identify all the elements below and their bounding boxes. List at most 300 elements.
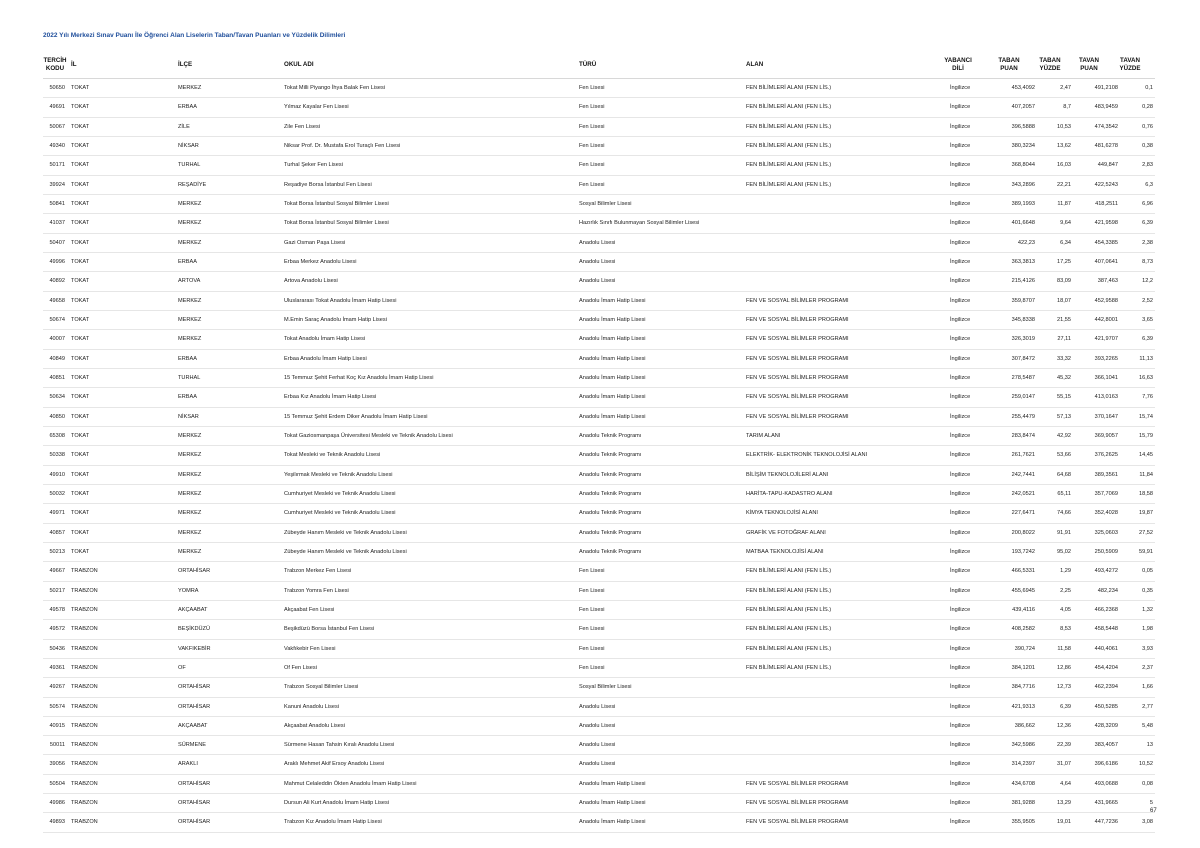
cell-yabanci-dili: İngilizce [950, 394, 971, 401]
cell-yabanci-dili: İngilizce [950, 413, 971, 420]
cell-il: TOKAT [71, 529, 90, 536]
cell-yabanci-dili: İngilizce [950, 355, 971, 362]
cell-ilce: NİKSAR [178, 142, 199, 149]
cell-taban-yuzde: 2,25 [1060, 587, 1071, 594]
cell-tercih-kodu: 50217 [49, 587, 65, 594]
cell-yabanci-dili: İngilizce [950, 239, 971, 246]
cell-tavan-yuzde: 59,91 [1139, 548, 1153, 555]
cell-il: TRABZON [71, 780, 98, 787]
cell-okul-adi: Trabzon Merkez Fen Lisesi [284, 568, 352, 575]
cell-okul-adi: Gazi Osman Paşa Lisesi [284, 239, 346, 246]
header-tavan-yuzde: TAVAN YÜZDE [1119, 57, 1141, 72]
cell-yabanci-dili: İngilizce [950, 181, 971, 188]
cell-taban-yuzde: 2,47 [1060, 85, 1071, 91]
table-row [43, 311, 1155, 330]
table-row [43, 272, 1155, 291]
cell-ilce: AKÇAABAT [178, 606, 208, 613]
cell-ilce: MERKEZ [178, 548, 202, 555]
cell-taban-puan: 342,5986 [1011, 742, 1035, 749]
cell-yabanci-dili: İngilizce [950, 780, 971, 787]
cell-taban-puan: 453,4092 [1011, 85, 1035, 91]
cell-tavan-yuzde: 3,93 [1142, 645, 1153, 652]
cell-tavan-yuzde: 3,65 [1142, 316, 1153, 323]
cell-taban-puan: 363,3813 [1011, 258, 1035, 265]
cell-tercih-kodu: 49971 [49, 510, 65, 517]
header-yabanci-dili: YABANCI DİLİ [944, 57, 972, 72]
cell-taban-puan: 389,1993 [1011, 200, 1035, 207]
cell-okul-adi: Niksar Prof. Dr. Mustafa Erol Turaçlı Fen Lisesi [284, 142, 401, 149]
results-table [43, 52, 1155, 833]
cell-alan: FEN BİLİMLERİ ALANI (FEN LİS.) [746, 162, 832, 169]
cell-yabanci-dili: İngilizce [950, 432, 971, 439]
table-row [43, 601, 1155, 620]
cell-alan: FEN VE SOSYAL BİLİMLER PROGRAMI [746, 780, 849, 787]
cell-taban-yuzde: 6,39 [1060, 703, 1071, 710]
cell-ilce: MERKEZ [178, 432, 202, 439]
header-alan: ALAN [746, 61, 764, 68]
cell-tavan-puan: 413,0163 [1094, 394, 1118, 401]
cell-taban-puan: 343,2896 [1011, 181, 1035, 188]
cell-yabanci-dili: İngilizce [950, 104, 971, 111]
cell-taban-puan: 242,7441 [1011, 471, 1035, 478]
cell-ilce: TURHAL [178, 374, 201, 381]
table-row [43, 813, 1155, 832]
cell-okul-adi: Reşadiye Borsa İstanbul Fen Lisesi [284, 181, 372, 188]
cell-okul-adi: Erbaa Anadolu İmam Hatip Lisesi [284, 355, 367, 362]
cell-tercih-kodu: 49691 [49, 104, 65, 111]
cell-tavan-puan: 369,9057 [1094, 432, 1118, 439]
cell-tavan-puan: 454,4204 [1094, 664, 1118, 671]
cell-taban-puan: 368,8044 [1011, 162, 1035, 169]
table-row [43, 775, 1155, 794]
cell-yabanci-dili: İngilizce [950, 568, 971, 575]
cell-il: TRABZON [71, 664, 98, 671]
cell-alan: BİLİŞİM TEKNOLOJİLERİ ALANI [746, 471, 829, 478]
cell-tavan-puan: 454,3385 [1094, 239, 1118, 246]
cell-il: TRABZON [71, 703, 98, 710]
cell-il: TRABZON [71, 742, 98, 749]
cell-ilce: ORTAHİSAR [178, 568, 211, 575]
cell-il: TOKAT [71, 316, 90, 323]
cell-il: TRABZON [71, 568, 98, 575]
cell-yabanci-dili: İngilizce [950, 336, 971, 343]
cell-taban-yuzde: 83,09 [1057, 278, 1071, 285]
cell-turu: Anadolu İmam Hatip Lisesi [579, 355, 646, 362]
cell-okul-adi: Beşikdüzü Borsa İstanbul Fen Lisesi [284, 626, 375, 633]
cell-turu: Anadolu İmam Hatip Lisesi [579, 374, 646, 381]
cell-taban-yuzde: 19,01 [1057, 819, 1071, 826]
cell-yabanci-dili: İngilizce [950, 761, 971, 768]
cell-okul-adi: Zübeyde Hanım Mesleki ve Teknik Anadolu Lisesi [284, 548, 407, 555]
cell-yabanci-dili: İngilizce [950, 123, 971, 130]
cell-tavan-puan: 422,5243 [1094, 181, 1118, 188]
cell-tavan-yuzde: 15,74 [1139, 413, 1153, 420]
cell-alan: FEN BİLİMLERİ ALANI (FEN LİS.) [746, 123, 832, 130]
cell-tavan-yuzde: 10,52 [1139, 761, 1153, 768]
cell-ilce: MERKEZ [178, 239, 202, 246]
cell-tercih-kodu: 50674 [49, 316, 65, 323]
table-row [43, 234, 1155, 253]
cell-taban-yuzde: 4,05 [1060, 606, 1071, 613]
table-row [43, 408, 1155, 427]
cell-taban-yuzde: 21,55 [1057, 316, 1071, 323]
cell-tavan-puan: 442,8001 [1094, 316, 1118, 323]
cell-tercih-kodu: 50171 [49, 162, 65, 169]
cell-tavan-yuzde: 18,58 [1139, 490, 1153, 497]
cell-tavan-yuzde: 0,05 [1142, 568, 1153, 575]
cell-ilce: ORTAHİSAR [178, 780, 211, 787]
cell-ilce: NİKSAR [178, 413, 199, 420]
cell-turu: Fen Lisesi [579, 664, 605, 671]
cell-taban-yuzde: 6,34 [1060, 239, 1071, 246]
cell-tercih-kodu: 50504 [49, 780, 65, 787]
cell-okul-adi: Cumhuriyet Mesleki ve Teknik Anadolu Lisesi [284, 490, 396, 497]
cell-il: TOKAT [71, 239, 90, 246]
cell-turu: Anadolu Lisesi [579, 258, 616, 265]
table-row [43, 98, 1155, 117]
cell-tercih-kodu: 65308 [49, 432, 65, 439]
cell-taban-puan: 283,8474 [1011, 432, 1035, 439]
cell-ilce: TURHAL [178, 162, 201, 169]
cell-tercih-kodu: 50213 [49, 548, 65, 555]
cell-il: TOKAT [71, 297, 90, 304]
cell-tavan-yuzde: 0,1 [1145, 85, 1153, 91]
table-row [43, 543, 1155, 562]
table-row [43, 582, 1155, 601]
cell-yabanci-dili: İngilizce [950, 220, 971, 227]
cell-tercih-kodu: 40007 [49, 336, 65, 343]
cell-turu: Anadolu İmam Hatip Lisesi [579, 819, 646, 826]
table-row [43, 678, 1155, 697]
cell-tavan-puan: 482,234 [1097, 587, 1118, 594]
cell-taban-yuzde: 57,13 [1057, 413, 1071, 420]
cell-taban-puan: 455,6945 [1011, 587, 1035, 594]
cell-tavan-puan: 250,5909 [1094, 548, 1118, 555]
cell-taban-puan: 200,8022 [1011, 529, 1035, 536]
cell-tavan-puan: 466,2368 [1094, 606, 1118, 613]
cell-il: TRABZON [71, 800, 98, 807]
cell-tavan-puan: 352,4028 [1094, 510, 1118, 517]
cell-alan: FEN BİLİMLERİ ALANI (FEN LİS.) [746, 104, 832, 111]
cell-taban-puan: 439,4116 [1012, 606, 1035, 613]
cell-tavan-puan: 393,2265 [1094, 355, 1118, 362]
cell-okul-adi: Kanuni Anadolu Lisesi [284, 703, 340, 710]
cell-taban-yuzde: 95,02 [1057, 548, 1071, 555]
page-number: 67 [1150, 808, 1157, 814]
cell-okul-adi: Erbaa Merkez Anadolu Lisesi [284, 258, 357, 265]
table-body [43, 79, 1155, 833]
cell-tavan-yuzde: 1,98 [1142, 626, 1153, 633]
cell-ilce: ERBAA [178, 355, 197, 362]
cell-taban-puan: 384,1201 [1011, 664, 1035, 671]
cell-taban-yuzde: 9,64 [1060, 220, 1071, 227]
table-row [43, 156, 1155, 175]
cell-okul-adi: Sürmene Hasan Tahsin Kıralı Anadolu Lisesi [284, 742, 395, 749]
cell-alan: FEN BİLİMLERİ ALANI (FEN LİS.) [746, 85, 832, 91]
table-row [43, 253, 1155, 272]
cell-taban-puan: 396,5888 [1011, 123, 1035, 130]
cell-taban-puan: 227,6471 [1011, 510, 1035, 517]
cell-turu: Fen Lisesi [579, 645, 605, 652]
cell-tercih-kodu: 49340 [49, 142, 65, 149]
cell-alan: KİMYA TEKNOLOJİSİ ALANI [746, 510, 818, 517]
cell-tavan-yuzde: 2,77 [1142, 703, 1153, 710]
cell-il: TOKAT [71, 432, 90, 439]
cell-yabanci-dili: İngilizce [950, 316, 971, 323]
cell-okul-adi: Trabzon Sosyal Bilimler Lisesi [284, 684, 359, 691]
cell-turu: Fen Lisesi [579, 568, 605, 575]
cell-alan: FEN BİLİMLERİ ALANI (FEN LİS.) [746, 587, 832, 594]
cell-taban-yuzde: 31,07 [1057, 761, 1071, 768]
cell-tavan-yuzde: 6,3 [1145, 181, 1153, 188]
table-row [43, 736, 1155, 755]
cell-alan: FEN VE SOSYAL BİLİMLER PROGRAMI [746, 800, 849, 807]
cell-taban-yuzde: 13,29 [1057, 800, 1071, 807]
cell-alan: MATBAA TEKNOLOJİSİ ALANI [746, 548, 824, 555]
cell-ilce: OF [178, 664, 186, 671]
cell-tavan-yuzde: 5 [1149, 800, 1153, 807]
cell-okul-adi: Tokat Anadolu İmam Hatip Lisesi [284, 336, 366, 343]
cell-tercih-kodu: 50011 [49, 742, 65, 749]
table-row [43, 427, 1155, 446]
cell-turu: Anadolu Teknik Programı [579, 548, 642, 555]
table-row [43, 369, 1155, 388]
cell-taban-puan: 359,8707 [1011, 297, 1035, 304]
table-row [43, 524, 1155, 543]
cell-il: TRABZON [71, 587, 98, 594]
cell-il: TOKAT [71, 336, 90, 343]
cell-taban-yuzde: 8,7 [1063, 104, 1071, 111]
table-row [43, 504, 1155, 523]
cell-okul-adi: Araklı Mehmet Akif Ersoy Anadolu Lisesi [284, 761, 385, 768]
cell-turu: Fen Lisesi [579, 181, 605, 188]
cell-taban-puan: 255,4479 [1011, 413, 1035, 420]
cell-ilce: ZİLE [178, 123, 190, 130]
cell-okul-adi: Zübeyde Hanım Mesleki ve Teknik Anadolu Lisesi [284, 529, 407, 536]
cell-alan: FEN VE SOSYAL BİLİMLER PROGRAMI [746, 316, 849, 323]
cell-tavan-puan: 452,9588 [1094, 297, 1118, 304]
cell-okul-adi: Tokat Mesleki ve Teknik Anadolu Lisesi [284, 452, 381, 459]
cell-tercih-kodu: 49572 [49, 626, 65, 633]
cell-yabanci-dili: İngilizce [950, 452, 971, 459]
header-ilce: İLÇE [178, 61, 193, 68]
cell-tavan-yuzde: 0,38 [1142, 142, 1153, 149]
table-row [43, 698, 1155, 717]
cell-tavan-puan: 421,9707 [1094, 336, 1118, 343]
cell-ilce: ARAKLI [178, 761, 198, 768]
cell-turu: Sosyal Bilimler Lisesi [579, 684, 632, 691]
cell-alan: FEN VE SOSYAL BİLİMLER PROGRAMI [746, 297, 849, 304]
cell-tavan-yuzde: 0,28 [1142, 104, 1153, 111]
cell-il: TOKAT [71, 490, 90, 497]
page-title: 2022 Yılı Merkezi Sınav Puanı İle Öğrenci Alan Liselerin Taban/Tavan Puanları ve Yüzdelik Dilimleri [43, 32, 346, 39]
cell-il: TOKAT [71, 355, 90, 362]
table-row [43, 350, 1155, 369]
cell-yabanci-dili: İngilizce [950, 626, 971, 633]
cell-tavan-puan: 325,0603 [1094, 529, 1118, 536]
cell-tavan-yuzde: 13 [1146, 742, 1153, 749]
cell-yabanci-dili: İngilizce [950, 606, 971, 613]
cell-taban-yuzde: 53,66 [1057, 452, 1071, 459]
cell-alan: FEN BİLİMLERİ ALANI (FEN LİS.) [746, 606, 832, 613]
table-row [43, 214, 1155, 233]
cell-tavan-puan: 387,463 [1097, 278, 1118, 285]
cell-tavan-puan: 396,6186 [1094, 761, 1118, 768]
cell-turu: Fen Lisesi [579, 104, 605, 111]
cell-taban-puan: 466,5331 [1011, 568, 1035, 575]
cell-taban-puan: 355,9505 [1011, 819, 1035, 826]
cell-il: TOKAT [71, 162, 90, 169]
cell-turu: Fen Lisesi [579, 606, 605, 613]
cell-tavan-yuzde: 6,39 [1142, 220, 1153, 227]
cell-taban-puan: 422,23 [1017, 239, 1035, 246]
cell-tercih-kodu: 50634 [49, 394, 65, 401]
cell-il: TRABZON [71, 626, 98, 633]
cell-taban-yuzde: 91,91 [1057, 529, 1071, 536]
cell-taban-puan: 215,4126 [1011, 278, 1035, 285]
cell-taban-yuzde: 17,25 [1057, 258, 1071, 265]
cell-yabanci-dili: İngilizce [950, 529, 971, 536]
cell-tavan-puan: 449,847 [1097, 162, 1118, 169]
cell-tavan-yuzde: 2,37 [1142, 664, 1153, 671]
cell-ilce: MERKEZ [178, 316, 202, 323]
cell-ilce: BEŞİKDÜZÜ [178, 626, 211, 633]
cell-yabanci-dili: İngilizce [950, 722, 971, 729]
cell-turu: Fen Lisesi [579, 587, 605, 594]
cell-okul-adi: Of Fen Lisesi [284, 664, 317, 671]
cell-taban-puan: 421,9313 [1011, 703, 1035, 710]
cell-taban-puan: 407,2057 [1011, 104, 1035, 111]
cell-tercih-kodu: 49996 [49, 258, 65, 265]
cell-taban-yuzde: 64,68 [1057, 471, 1071, 478]
cell-turu: Anadolu Teknik Programı [579, 490, 642, 497]
cell-tercih-kodu: 50338 [49, 452, 65, 459]
cell-turu: Anadolu Lisesi [579, 742, 616, 749]
cell-taban-yuzde: 16,03 [1057, 162, 1071, 169]
cell-okul-adi: Vakfıkebir Fen Lisesi [284, 645, 336, 652]
cell-tavan-puan: 474,3542 [1094, 123, 1118, 130]
cell-turu: Anadolu Lisesi [579, 703, 616, 710]
cell-turu: Anadolu Teknik Programı [579, 471, 642, 478]
cell-okul-adi: Yılmaz Kayalar Fen Lisesi [284, 104, 349, 111]
table-row [43, 466, 1155, 485]
cell-okul-adi: Trabzon Yomra Fen Lisesi [284, 587, 349, 594]
cell-ilce: MERKEZ [178, 510, 202, 517]
header-taban-yuzde: TABAN YÜZDE [1039, 57, 1061, 72]
table-row [43, 755, 1155, 774]
cell-tercih-kodu: 50841 [49, 200, 65, 207]
cell-tavan-puan: 376,2625 [1094, 452, 1118, 459]
cell-tercih-kodu: 49986 [49, 800, 65, 807]
cell-il: TRABZON [71, 819, 98, 826]
cell-taban-puan: 345,8338 [1011, 316, 1035, 323]
cell-tercih-kodu: 49658 [49, 297, 65, 304]
cell-alan: FEN BİLİMLERİ ALANI (FEN LİS.) [746, 645, 832, 652]
cell-tavan-puan: 481,6278 [1094, 142, 1118, 149]
cell-turu: Sosyal Bilimler Lisesi [579, 200, 632, 207]
cell-tercih-kodu: 50436 [49, 645, 65, 652]
cell-turu: Anadolu Teknik Programı [579, 452, 642, 459]
cell-alan: FEN BİLİMLERİ ALANI (FEN LİS.) [746, 568, 832, 575]
cell-ilce: SÜRMENE [178, 742, 206, 749]
cell-tavan-puan: 493,0688 [1094, 780, 1118, 787]
cell-tavan-yuzde: 0,35 [1142, 587, 1153, 594]
table-row [43, 388, 1155, 407]
cell-il: TOKAT [71, 471, 90, 478]
cell-turu: Anadolu İmam Hatip Lisesi [579, 413, 646, 420]
cell-tercih-kodu: 49893 [49, 819, 65, 826]
cell-yabanci-dili: İngilizce [950, 374, 971, 381]
cell-turu: Anadolu Lisesi [579, 239, 616, 246]
cell-yabanci-dili: İngilizce [950, 490, 971, 497]
cell-tavan-yuzde: 3,08 [1142, 819, 1153, 826]
cell-turu: Hazırlık Sınıfı Bulunmayan Sosyal Bilimler Lisesi [579, 220, 700, 227]
cell-tercih-kodu: 39924 [49, 181, 65, 188]
table-header [43, 52, 1155, 79]
cell-tercih-kodu: 40851 [49, 374, 65, 381]
cell-tercih-kodu: 49267 [49, 684, 65, 691]
cell-tavan-yuzde: 2,52 [1142, 297, 1153, 304]
cell-taban-yuzde: 22,39 [1057, 742, 1071, 749]
cell-il: TOKAT [71, 374, 90, 381]
cell-taban-puan: 381,9288 [1011, 800, 1035, 807]
cell-turu: Anadolu İmam Hatip Lisesi [579, 316, 646, 323]
cell-taban-puan: 242,0521 [1011, 490, 1035, 497]
cell-turu: Fen Lisesi [579, 142, 605, 149]
cell-yabanci-dili: İngilizce [950, 684, 971, 691]
cell-okul-adi: Turhal Şeker Fen Lisesi [284, 162, 343, 169]
cell-taban-puan: 386,662 [1014, 722, 1035, 729]
cell-taban-yuzde: 8,53 [1060, 626, 1071, 633]
cell-taban-yuzde: 42,92 [1057, 432, 1071, 439]
cell-turu: Anadolu İmam Hatip Lisesi [579, 800, 646, 807]
cell-ilce: VAKFIKEBİR [178, 645, 211, 652]
cell-yabanci-dili: İngilizce [950, 200, 971, 207]
cell-turu: Anadolu Lisesi [579, 278, 616, 285]
cell-yabanci-dili: İngilizce [950, 742, 971, 749]
cell-tavan-puan: 447,7236 [1094, 819, 1118, 826]
cell-okul-adi: Tokat Borsa İstanbul Sosyal Bilimler Lisesi [284, 200, 389, 207]
header-il: İL [71, 61, 77, 68]
table-row [43, 292, 1155, 311]
cell-taban-puan: 434,6708 [1011, 780, 1035, 787]
cell-tercih-kodu: 40892 [49, 278, 65, 285]
cell-tavan-yuzde: 5,48 [1142, 722, 1153, 729]
cell-yabanci-dili: İngilizce [950, 162, 971, 169]
cell-il: TOKAT [71, 104, 90, 111]
cell-ilce: MERKEZ [178, 336, 202, 343]
header-tavan-puan: TAVAN PUAN [1079, 57, 1099, 72]
cell-okul-adi: Dursun Ali Kurt Anadolu İmam Hatip Lisesi [284, 800, 390, 807]
header-okul-adi: OKUL ADI [284, 61, 314, 68]
cell-ilce: MERKEZ [178, 200, 202, 207]
cell-tavan-yuzde: 2,38 [1142, 239, 1153, 246]
cell-yabanci-dili: İngilizce [950, 548, 971, 555]
cell-turu: Fen Lisesi [579, 626, 605, 633]
header-taban-puan: TABAN PUAN [998, 57, 1020, 72]
table-row [43, 794, 1155, 813]
cell-il: TOKAT [71, 220, 90, 227]
cell-tercih-kodu: 40849 [49, 355, 65, 362]
cell-tavan-yuzde: 1,32 [1142, 606, 1153, 613]
cell-tercih-kodu: 50650 [49, 85, 65, 91]
cell-taban-yuzde: 12,86 [1057, 664, 1071, 671]
cell-taban-puan: 326,3019 [1011, 336, 1035, 343]
header-tercih-kodu: TERCİH KODU [43, 57, 67, 72]
cell-tercih-kodu: 40850 [49, 413, 65, 420]
cell-il: TOKAT [71, 258, 90, 265]
cell-yabanci-dili: İngilizce [950, 703, 971, 710]
